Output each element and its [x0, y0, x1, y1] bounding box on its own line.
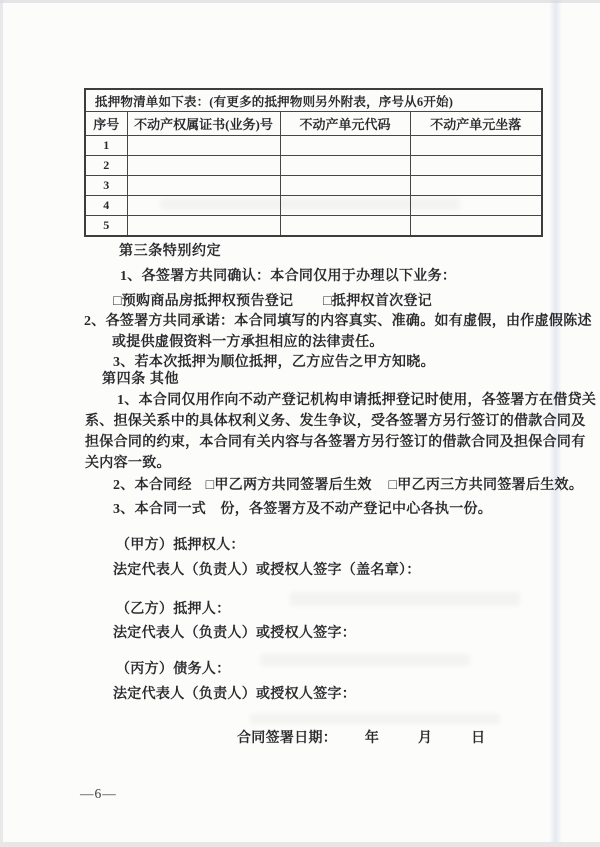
article4-item2 — [113, 477, 583, 494]
date-year-label: 年 — [364, 731, 380, 746]
article3-heading: 第三条特别约定 — [119, 244, 222, 259]
collateral-table — [84, 88, 543, 237]
page-number: —6— — [80, 786, 117, 801]
article3-item2-line2: 或提供虚假资料一方承担相应的法律责任。 — [112, 335, 384, 350]
checkbox-preregistration-option[interactable]: □预购商品房抵押权预告登记 — [113, 294, 294, 309]
article3-item3: 3、若本次抵押为顺位抵押，乙方应告之甲方知晓。 — [113, 355, 435, 370]
date-day-label: 日 — [471, 731, 486, 746]
unit-location-cell — [410, 216, 542, 237]
cert-number-cell — [127, 136, 280, 156]
checkbox-three-party-effective-option[interactable]: □甲乙丙三方共同签署后生效。 — [388, 478, 584, 493]
bleed-through-artifact — [250, 714, 500, 724]
unit-code-cell — [280, 176, 410, 196]
table-row — [85, 196, 542, 216]
party-a-signature-line: 法定代表人（负责人）或授权人签字（盖名章）： — [113, 563, 421, 578]
unit-location-cell — [410, 196, 542, 216]
seq-cell: 1 — [85, 136, 127, 156]
article3-item2-line1: 2、各签署方共同承诺：本合同填写的内容真实、准确。如有虚假，由作虚假陈述 — [84, 314, 592, 329]
article4-item1-line4: 关内容一致。 — [85, 456, 171, 471]
unit-code-cell — [280, 196, 410, 216]
unit-location-cell — [410, 156, 542, 176]
article3-item1: 1、各签署方共同确认：本合同仅用于办理以下业务： — [120, 269, 457, 284]
cert-number-cell — [127, 176, 280, 196]
unit-code-cell — [280, 216, 410, 237]
unit-code-cell — [280, 136, 410, 156]
seq-cell: 4 — [85, 196, 127, 216]
unit-code-cell — [280, 156, 410, 176]
table-row — [85, 216, 542, 237]
article4-item1-line1: 1、本合同仅用作向不动产登记机构申请抵押登记时使用，各签署方在借贷关 — [117, 393, 597, 408]
column-header-seq: 序号 — [85, 112, 127, 136]
table-row — [85, 136, 542, 156]
article4-item1-line3: 担保合同的约束，本合同有关内容与各签署方另行签订的借款合同及担保合同有 — [85, 435, 586, 450]
checkbox-first-registration-option[interactable]: □抵押权首次登记 — [323, 294, 433, 309]
table-caption-row — [85, 89, 542, 112]
article4-item3: 3、本合同一式 份，各签署方及不动产登记中心各执一份。 — [113, 502, 493, 517]
column-header-cert-number: 不动产权属证书(业务)号 — [127, 112, 280, 136]
table-row — [85, 176, 542, 196]
table-header-row — [85, 112, 542, 136]
party-a-label: （甲方）抵押权人： — [116, 538, 245, 553]
party-b-label: （乙方）抵押人： — [116, 602, 231, 617]
table-row — [85, 156, 542, 176]
scan-edge-bottom — [0, 842, 600, 847]
column-header-unit-code: 不动产单元代码 — [280, 112, 410, 136]
article4-heading: 第四条 其他 — [102, 372, 180, 387]
contract-date-line — [237, 730, 485, 747]
bleed-through-artifact — [260, 654, 470, 666]
column-header-unit-location: 不动产单元坐落 — [410, 112, 542, 136]
checkbox-two-party-effective-option[interactable]: □甲乙两方共同签署后生效 — [205, 478, 372, 493]
cert-number-cell — [127, 156, 280, 176]
contract-date-label: 合同签署日期： — [237, 731, 338, 746]
scan-edge-left — [0, 0, 3, 847]
scan-edge-top — [0, 0, 600, 3]
article4-item1-line2: 系、担保关系中的具体权利义务、发生争议，受各签署方另行签订的借款合同及 — [85, 414, 586, 429]
seq-cell: 5 — [85, 216, 127, 237]
registration-type-options — [113, 293, 432, 310]
table-caption: 抵押物清单如下表：(有更多的抵押物则另外附表，序号从6开始) — [85, 89, 542, 112]
cert-number-cell — [127, 196, 280, 216]
date-month-label: 月 — [418, 731, 433, 746]
cert-number-cell — [127, 216, 280, 237]
seq-cell: 2 — [85, 156, 127, 176]
seq-cell: 3 — [85, 176, 127, 196]
bleed-through-artifact — [290, 592, 520, 606]
party-b-signature-line: 法定代表人（负责人）或授权人签字： — [113, 626, 357, 641]
unit-location-cell — [410, 176, 542, 196]
unit-location-cell — [410, 136, 542, 156]
article4-item2-prefix: 2、本合同经 — [113, 478, 192, 493]
party-c-label: （丙方）债务人： — [116, 662, 231, 677]
party-c-signature-line: 法定代表人（负责人）或授权人签字： — [113, 687, 357, 702]
